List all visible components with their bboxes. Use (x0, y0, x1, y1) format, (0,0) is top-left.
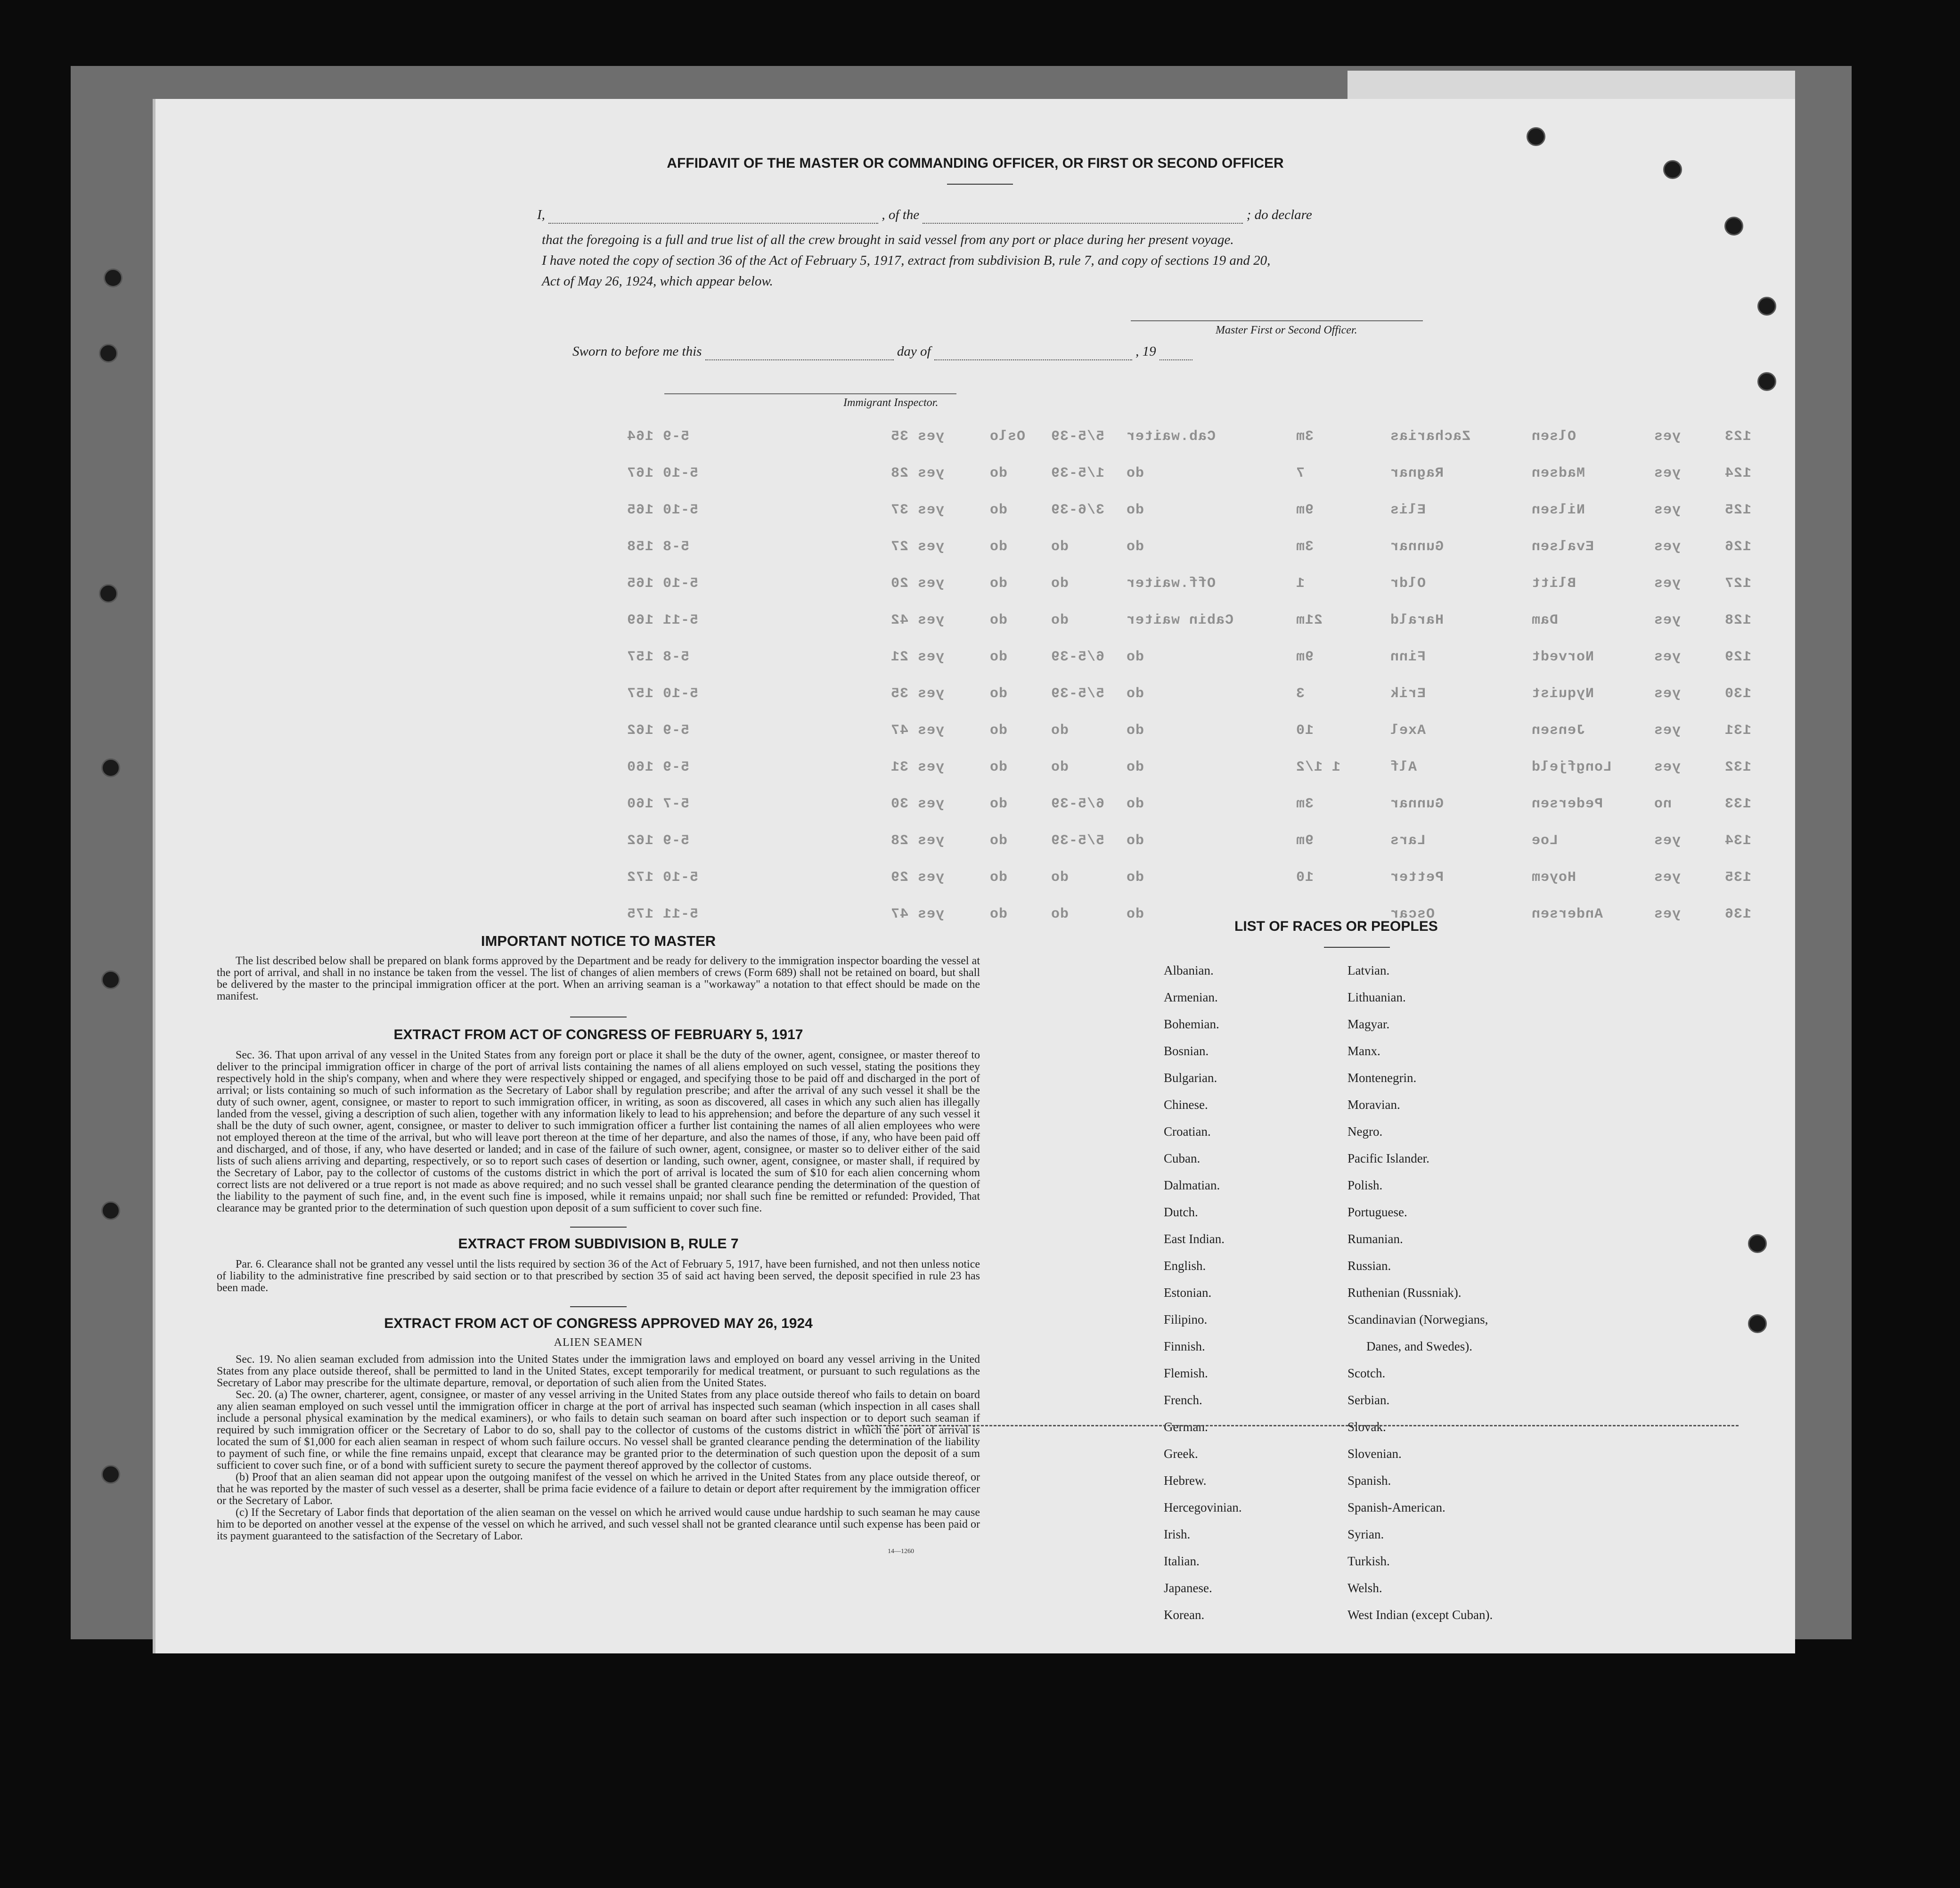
punch-hole (99, 584, 118, 603)
bleed-cell-rank: 10 (1296, 870, 1314, 886)
bleed-cell-port: do (989, 465, 1008, 481)
bleed-cell-age: yes 30 (890, 796, 945, 812)
bleed-cell-measure: 5-8 158 (627, 539, 690, 555)
bleed-cell-no: 126 (1724, 539, 1752, 555)
bleed-cell-port: Oslo (989, 429, 1026, 445)
bleed-cell-a: yes (1654, 906, 1681, 922)
bleed-cell-date: do (1051, 870, 1069, 886)
bleed-cell-age: yes 27 (890, 539, 945, 555)
bleed-row (155, 870, 1795, 888)
bleed-cell-age: yes 42 (890, 612, 945, 628)
bleed-cell-no: 131 (1724, 723, 1752, 739)
declaration-line-4: Act of May 26, 1924, which appear below. (542, 274, 773, 289)
sec19-text: Sec. 19. No alien seaman excluded from admission into the United States under the immigration laws and employed on board any vessel arriving in the United States from any place outside thereof, shall be permitted to land in the United States, except temporarily for medical treatment, or pursuant to such regulations as the Secretary of Labor may prescribe for the ultimate departure, removal, or deportation of such alien from the United States. (217, 1353, 980, 1389)
inspector-line (664, 393, 956, 394)
bleed-cell-age: yes 20 (890, 576, 945, 592)
important-notice-text: The list described below shall be prepared on blank forms approved by the Department and be ready for delivery to the immigration inspector boarding the vessel at the port of arrival, and shall in no instance be taken from the vessel. The list of changes of alien members of crews (Form 689) shall not be retained on board, but shall be delivered by the master to the principal immigration officer at the port. When an arriving seaman is a "workaway" a notation to that effect should be made on the manifest. (217, 955, 980, 1002)
bleed-cell-a: yes (1654, 539, 1681, 555)
bleed-cell-surname: Norvedt (1531, 649, 1594, 665)
race-item: Turkish. (1348, 1554, 1390, 1568)
race-item: Dalmatian. (1164, 1178, 1220, 1192)
bleed-cell-given: Alf (1390, 759, 1417, 775)
race-item: Montenegrin. (1348, 1071, 1417, 1085)
bleed-cell-port: do (989, 796, 1008, 812)
extract-rule7-text: Par. 6. Clearance shall not be granted any vessel until the lists required by section 36 of the Act of February 5, 1917, have been furnished, and not then unless notice of liability to the administrative fine prescribed by said section or to that prescribed by section 35 of said act having been served, the deposit specified in rule 23 has been made. (217, 1258, 980, 1294)
bleed-cell-given: Lars (1390, 833, 1426, 849)
race-item: Hercegovinian. (1164, 1500, 1242, 1514)
bleed-cell-given: Harald (1390, 612, 1444, 628)
bleed-cell-surname: Pedersen (1531, 796, 1603, 812)
bleed-cell-rank: 1 1/2 (1296, 759, 1341, 775)
bleed-row (155, 686, 1795, 705)
bleed-cell-a: yes (1654, 465, 1681, 481)
bleed-cell-surname: Nilsen (1531, 502, 1585, 518)
bleed-cell-measure: 5-10 172 (627, 870, 699, 886)
bleed-cell-pos: Cab.waiter (1126, 429, 1216, 445)
bleed-cell-port: do (989, 686, 1008, 702)
race-item: Rumanian. (1348, 1232, 1403, 1246)
day-of-label: day of (897, 344, 931, 359)
race-item: Magyar. (1348, 1017, 1390, 1031)
bleed-row (155, 723, 1795, 741)
punch-hole (99, 344, 118, 363)
bleed-cell-measure: 5-9 162 (627, 833, 690, 849)
race-item: Lithuanian. (1348, 990, 1406, 1004)
bleed-cell-pos: do (1126, 759, 1144, 775)
race-item: Hebrew. (1164, 1473, 1207, 1488)
vessel-name-blank (923, 207, 1243, 224)
race-item: Serbian. (1348, 1393, 1390, 1407)
bleed-cell-rank: 3 (1296, 686, 1305, 702)
bleed-cell-given: Gunnar (1390, 539, 1444, 555)
race-item: Finnish. (1164, 1339, 1205, 1353)
bleed-cell-a: yes (1654, 649, 1681, 665)
bleed-cell-a: yes (1654, 870, 1681, 886)
bleed-cell-date: do (1051, 539, 1069, 555)
bleed-cell-measure: 5-10 165 (627, 502, 699, 518)
race-item: Dutch. (1164, 1205, 1198, 1219)
bleed-cell-pos: do (1126, 539, 1144, 555)
race-item: Greek. (1164, 1447, 1198, 1461)
alien-seamen-heading: ALIEN SEAMEN (554, 1336, 643, 1349)
declaration-do-declare: ; do declare (1246, 207, 1312, 222)
bleed-cell-pos: do (1126, 870, 1144, 886)
bleed-cell-rank: 9m (1296, 833, 1314, 849)
bleed-cell-no: 130 (1724, 686, 1752, 702)
race-item: Bosnian. (1164, 1044, 1209, 1058)
punch-hole (101, 1465, 120, 1484)
important-notice-title: IMPORTANT NOTICE TO MASTER (481, 933, 716, 949)
bleed-cell-date: 5/5-39 (1051, 686, 1105, 702)
race-item: Russian. (1348, 1259, 1391, 1273)
bleed-cell-date: 5/5-39 (1051, 833, 1105, 849)
bleed-cell-a: no (1654, 796, 1672, 812)
punch-hole (1757, 297, 1776, 316)
bleed-cell-measure: 5-11 169 (627, 612, 699, 628)
punch-hole (101, 1201, 120, 1220)
race-item: Korean. (1164, 1608, 1205, 1622)
race-item: Syrian. (1348, 1527, 1384, 1541)
bleed-cell-no: 125 (1724, 502, 1752, 518)
bleed-row (155, 833, 1795, 852)
sworn-day-blank (705, 344, 894, 360)
race-item: Negro. (1348, 1124, 1383, 1139)
bleed-cell-surname: Dam (1531, 612, 1559, 628)
race-item: Chinese. (1164, 1098, 1208, 1112)
race-item: French. (1164, 1393, 1202, 1407)
bleed-cell-measure: 5-9 160 (627, 759, 690, 775)
bleed-cell-measure: 5-10 165 (627, 576, 699, 592)
bleed-row (155, 796, 1795, 815)
race-item: Bohemian. (1164, 1017, 1219, 1031)
race-item: Moravian. (1348, 1098, 1400, 1112)
bleed-cell-pos: do (1126, 833, 1144, 849)
punch-hole (1724, 217, 1743, 236)
bleed-cell-pos: do (1126, 465, 1144, 481)
inspector-label: Immigrant Inspector. (843, 397, 939, 409)
race-item: Danes, and Swedes). (1366, 1339, 1472, 1353)
race-item: East Indian. (1164, 1232, 1225, 1246)
race-item: Scandinavian (Norwegians, (1348, 1312, 1488, 1326)
bleed-cell-port: do (989, 870, 1008, 886)
bleed-cell-date: do (1051, 576, 1069, 592)
bleed-cell-surname: Jensen (1531, 723, 1585, 739)
bleed-cell-a: yes (1654, 612, 1681, 628)
bleed-cell-measure: 5-9 164 (627, 429, 690, 445)
race-item: Spanish-American. (1348, 1500, 1446, 1514)
race-item: Bulgarian. (1164, 1071, 1217, 1085)
bleed-cell-rank: 3m (1296, 429, 1314, 445)
bleed-cell-no: 124 (1724, 465, 1752, 481)
bleed-cell-surname: Madsen (1531, 465, 1585, 481)
bleed-cell-given: Zacharias (1390, 429, 1471, 445)
bleed-cell-date: do (1051, 612, 1069, 628)
bleed-cell-no: 132 (1724, 759, 1752, 775)
signature-line (1131, 320, 1423, 321)
race-item: Pacific Islander. (1348, 1151, 1429, 1165)
bleed-cell-date: 3/6-39 (1051, 502, 1105, 518)
bleed-cell-no: 133 (1724, 796, 1752, 812)
bleed-cell-rank: 9m (1296, 502, 1314, 518)
bleed-cell-no: 134 (1724, 833, 1752, 849)
bleed-cell-age: yes 37 (890, 502, 945, 518)
bleed-cell-given: Petter (1390, 870, 1444, 886)
bleed-cell-rank: 21m (1296, 612, 1323, 628)
bleed-cell-pos: do (1126, 502, 1144, 518)
year-label: , 19 (1135, 344, 1156, 359)
race-item: Flemish. (1164, 1366, 1208, 1380)
bleed-cell-a: yes (1654, 429, 1681, 445)
bleed-cell-age: yes 28 (890, 465, 945, 481)
race-item: Japanese. (1164, 1581, 1212, 1595)
sworn-month-blank (934, 344, 1132, 360)
bleed-row (155, 429, 1795, 448)
divider (947, 184, 1013, 185)
bleed-cell-age: yes 29 (890, 870, 945, 886)
sec20a-text: Sec. 20. (a) The owner, charterer, agent, consignee, or master of any vessel arriving in the United States from any place outside thereof who fails to detain on board any alien seaman employed on such vessel until the immigration officer in charge at the port of arrival has inspected such seaman (which inspection in all cases shall include a personal physical examination by the medical examiners), or who fails to detain such seaman on board after such inspection or to deport such seaman if required by such immigration officer or the Secretary of Labor to do so, shall pay to the collector of customs of the customs district in which the port of arrival is located the sum of $1,000 for each alien seaman in respect of whom such failure occurs. No vessel shall be granted clearance pending the determination of the liability to payment of such fine, or while the fine remains unpaid, except that clearance may be granted prior to the determination of such question upon the deposit of a sum sufficient to cover such fine, or of a bond with sufficient surety to secure the payment thereof approved by the collector of customs. (217, 1389, 980, 1472)
declaration-line-1 (537, 207, 1312, 224)
bleed-cell-a: yes (1654, 833, 1681, 849)
punch-hole (104, 269, 122, 287)
bleed-row (155, 465, 1795, 484)
bleed-cell-rank: 9m (1296, 649, 1314, 665)
punch-hole (1527, 127, 1545, 146)
bleed-cell-surname: Blitt (1531, 576, 1576, 592)
bleed-cell-age: yes 28 (890, 833, 945, 849)
race-item: Irish. (1164, 1527, 1191, 1541)
bleed-cell-given: Ragnar (1390, 465, 1444, 481)
bleed-cell-pos: do (1126, 796, 1144, 812)
bleed-cell-given: Elis (1390, 502, 1426, 518)
extract-1917-title: EXTRACT FROM ACT OF CONGRESS OF FEBRUARY 5, 1917 (393, 1027, 803, 1042)
bleed-cell-pos: Off.waiter (1126, 576, 1216, 592)
bleed-cell-a: yes (1654, 686, 1681, 702)
punch-hole (1748, 1234, 1767, 1253)
bleed-cell-date: do (1051, 759, 1069, 775)
race-item: Croatian. (1164, 1124, 1211, 1139)
bleed-cell-port: do (989, 502, 1008, 518)
manifest-page (155, 99, 1795, 1653)
declaration-line-3: I have noted the copy of section 36 of the Act of February 5, 1917, extract from subdivision B, rule 7, and copy of sections 19 and 20, (542, 253, 1271, 268)
bleed-cell-port: do (989, 649, 1008, 665)
bleed-cell-surname: Loe (1531, 833, 1559, 849)
divider (570, 1227, 627, 1228)
bleed-cell-port: do (989, 612, 1008, 628)
race-item: Estonian. (1164, 1286, 1212, 1300)
bleed-row (155, 759, 1795, 778)
race-item: Welsh. (1348, 1581, 1382, 1595)
bleed-cell-date: 1/5-39 (1051, 465, 1105, 481)
bleed-cell-surname: Nyquist (1531, 686, 1594, 702)
bleed-row (155, 502, 1795, 521)
sec20b-text: (b) Proof that an alien seaman did not appear upon the outgoing manifest of the vessel on which he arrived in the United States from any place outside thereof, or that he was reported by the master of such vessel as a deserter, shall be prima facie evidence of a failure to detain or deport after requirement by the immigration officer or the Secretary of Labor. (217, 1471, 980, 1507)
race-item: Filipino. (1164, 1312, 1208, 1326)
bleed-cell-given: Oldr (1390, 576, 1426, 592)
bleed-cell-date: do (1051, 906, 1069, 922)
bleed-cell-pos: do (1126, 649, 1144, 665)
form-number: 14—1260 (888, 1548, 914, 1555)
bleed-cell-surname: Olsen (1531, 429, 1576, 445)
bleed-cell-age: yes 47 (890, 906, 945, 922)
bleed-cell-port: do (989, 906, 1008, 922)
bleed-cell-measure: 5-9 162 (627, 723, 690, 739)
declaration-of-the: , of the (882, 207, 920, 222)
bleed-cell-no: 127 (1724, 576, 1752, 592)
affidavit-title: AFFIDAVIT OF THE MASTER OR COMMANDING OFFICER, OR FIRST OR SECOND OFFICER (667, 155, 1284, 171)
bleed-cell-a: yes (1654, 759, 1681, 775)
bleed-cell-age: yes 47 (890, 723, 945, 739)
bleed-cell-pos: do (1126, 686, 1144, 702)
bleed-cell-measure: 5-8 157 (627, 649, 690, 665)
bleed-cell-rank: 3m (1296, 796, 1314, 812)
bleed-cell-measure: 5-10 157 (627, 686, 699, 702)
bleed-cell-age: yes 35 (890, 429, 945, 445)
bleed-cell-given: Gunnar (1390, 796, 1444, 812)
sworn-line (572, 344, 1192, 360)
divider (570, 1306, 627, 1307)
bleed-cell-pos: do (1126, 723, 1144, 739)
race-item: Latvian. (1348, 963, 1390, 977)
bleed-cell-rank: 1 (1296, 576, 1305, 592)
bleed-cell-no: 129 (1724, 649, 1752, 665)
sec20c-text: (c) If the Secretary of Labor finds that deportation of the alien seaman on the vessel on which he arrived would cause undue hardship to such seaman he may cause him to be deported on another vessel at the expense of the vessel on which he arrived, and such vessel shall not be granted clearance until such expense has been paid or its payment guaranteed to the satisfaction of the Secretary of Labor. (217, 1506, 980, 1542)
bleed-cell-date: 5/5-39 (1051, 429, 1105, 445)
bleed-cell-measure: 5-11 175 (627, 906, 699, 922)
bleed-cell-pos: Cabin waiter (1126, 612, 1234, 628)
master-label: Master First or Second Officer. (1216, 324, 1357, 336)
bleed-cell-age: yes 21 (890, 649, 945, 665)
race-item: Slovak. (1348, 1420, 1386, 1434)
bleed-row (155, 649, 1795, 668)
bleed-cell-date: 6/5-39 (1051, 649, 1105, 665)
bleed-cell-pos: do (1126, 906, 1144, 922)
extract-rule7-title: EXTRACT FROM SUBDIVISION B, RULE 7 (458, 1236, 739, 1252)
race-item: West Indian (except Cuban). (1348, 1608, 1493, 1622)
bleed-cell-no: 136 (1724, 906, 1752, 922)
race-item: German. (1164, 1420, 1208, 1434)
bleed-cell-no: 135 (1724, 870, 1752, 886)
bleed-cell-no: 128 (1724, 612, 1752, 628)
bleed-cell-date: do (1051, 723, 1069, 739)
race-item: Ruthenian (Russniak). (1348, 1286, 1462, 1300)
punch-hole (101, 970, 120, 989)
sworn-year-blank (1160, 344, 1192, 360)
punch-hole (1748, 1314, 1767, 1333)
race-item: Portuguese. (1348, 1205, 1407, 1219)
bleed-cell-given: Axel (1390, 723, 1426, 739)
struck-row-line (862, 1425, 1739, 1426)
punch-hole (1757, 372, 1776, 391)
declaration-i: I, (537, 207, 545, 222)
race-item: Spanish. (1348, 1473, 1391, 1488)
bleed-row (155, 576, 1795, 594)
race-item: Polish. (1348, 1178, 1383, 1192)
bleed-cell-age: yes 35 (890, 686, 945, 702)
bleed-cell-port: do (989, 576, 1008, 592)
bleed-cell-surname: Longfjeld (1531, 759, 1612, 775)
bleed-cell-measure: 5-10 167 (627, 465, 699, 481)
bleed-cell-given: Oscar (1390, 906, 1435, 922)
race-item: Scotch. (1348, 1366, 1386, 1380)
bleed-row (155, 906, 1795, 925)
race-item: Italian. (1164, 1554, 1200, 1568)
declaration-line-2: that the foregoing is a full and true list of all the crew brought in said vessel from any port or place during her present voyage. (542, 232, 1234, 247)
bleed-cell-a: yes (1654, 502, 1681, 518)
bleed-cell-port: do (989, 759, 1008, 775)
notice-column (217, 933, 980, 1555)
extract-1924-title: EXTRACT FROM ACT OF CONGRESS APPROVED MAY 26, 1924 (384, 1316, 813, 1331)
master-name-blank (548, 207, 878, 224)
bleed-cell-port: do (989, 833, 1008, 849)
bleed-cell-given: Finn (1390, 649, 1426, 665)
bleed-cell-a: yes (1654, 576, 1681, 592)
bleed-cell-surname: Evalsen (1531, 539, 1594, 555)
bleed-row (155, 612, 1795, 631)
race-item: Cuban. (1164, 1151, 1200, 1165)
bleed-cell-no: 123 (1724, 429, 1752, 445)
bleed-cell-surname: Hoyem (1531, 870, 1576, 886)
bleed-cell-rank: 3m (1296, 539, 1314, 555)
divider (1324, 947, 1390, 948)
extract-1917-text: Sec. 36. That upon arrival of any vessel in the United States from any foreign port or place it shall be the duty of the owner, agent, consignee, or master thereof to deliver to the principal immigration officer in charge of the port of arrival lists containing the names of all aliens employed on such vessel, stating the positions they respectively hold in the ship's company, when and where they were respectively shipped or engaged, and specifying those to be paid off and discharged in the port of arrival; or lists containing so much of such information as the Secretary of Labor shall by regulation prescribe; and after the arrival of any such vessel it shall be the duty of such owner, agent, consignee, or master to report to such immigration officer, in writing, as soon as discovered, all cases in which any such alien has illegally landed from the vessel, giving a description of such alien, together with any information likely to lead to his apprehension; and before the departure of any such vessel it shall be the duty of such owner, agent, consignee, or master to deliver to such immigration officer a further list containing the names of all alien employees who were not employed thereon at the time of the arrival, but who will leave port thereon at the time of her departure, and also the names of those, if any, who have been paid off and discharged, and of those, if any, who have deserted or landed; and in case of the failure of such owner, agent, consignee, or master so to deliver either of the said lists of such aliens arriving and departing, respectively, or so to report such cases of desertion or landing, such owner, agent, consignee, or master shall, if required by the Secretary of Labor, pay to the collector of customs of the customs district in which the port of arrival is located the sum of $10 for each alien concerning whom correct lists are not delivered or a true report is not made as above required; and no such vessel shall be granted clearance pending the determination of the question of the liability to the payment of such fine, and, in the event such fine is imposed, while it remains unpaid; nor shall such fine be remitted or refunded: Provided, That clearance may be granted prior to the determination of such question upon deposit of a sum sufficient to cover such fine. (217, 1049, 980, 1214)
race-item: Manx. (1348, 1044, 1380, 1058)
punch-hole (101, 758, 120, 777)
bleed-cell-port: do (989, 539, 1008, 555)
bleed-cell-a: yes (1654, 723, 1681, 739)
sworn-label: Sworn to before me this (572, 344, 702, 359)
race-item: Albanian. (1164, 963, 1214, 977)
race-item: Slovenian. (1348, 1447, 1402, 1461)
bleed-cell-given: Erik (1390, 686, 1426, 702)
race-item: Armenian. (1164, 990, 1218, 1004)
bleed-cell-surname: Andersen (1531, 906, 1603, 922)
bleed-cell-date: 6/5-39 (1051, 796, 1105, 812)
races-title: LIST OF RACES OR PEOPLES (1234, 919, 1438, 934)
bleed-cell-rank: 10 (1296, 723, 1314, 739)
bleed-cell-port: do (989, 723, 1008, 739)
bleed-cell-measure: 5-7 160 (627, 796, 690, 812)
bleed-cell-rank: 7 (1296, 465, 1305, 481)
race-item: English. (1164, 1259, 1206, 1273)
bleed-row (155, 539, 1795, 558)
bleed-cell-age: yes 31 (890, 759, 945, 775)
